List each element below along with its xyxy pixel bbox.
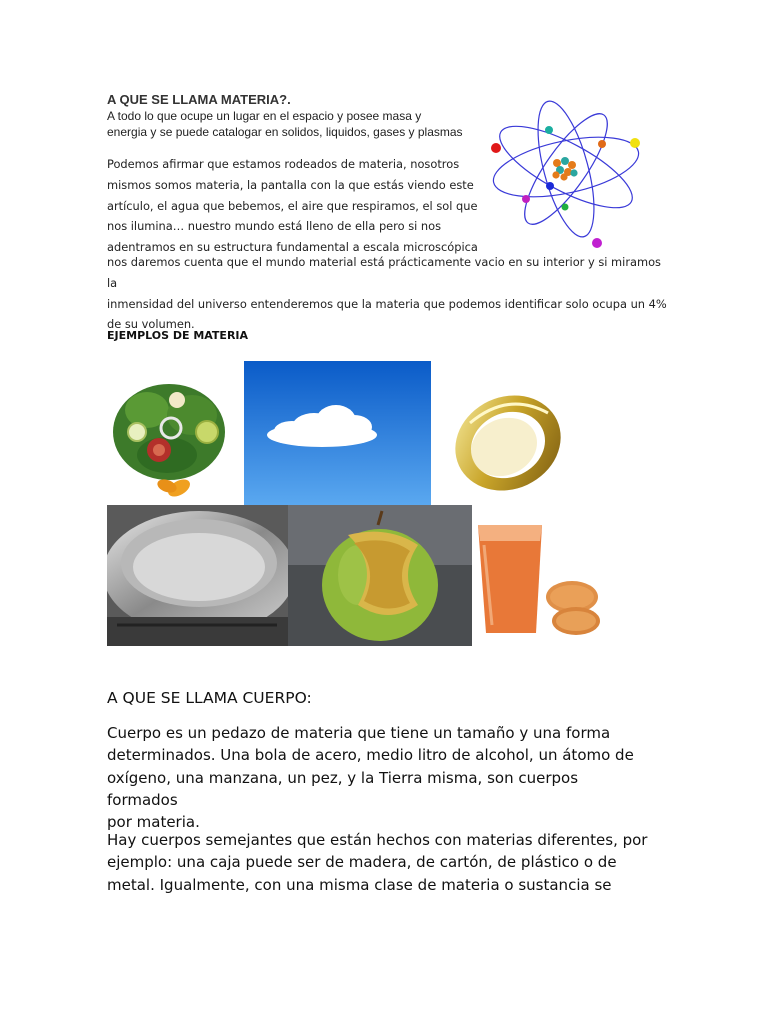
sky-cloud-photo bbox=[244, 361, 431, 505]
paragraph-line: Podemos afirmar que estamos rodeados de materia, nosotros bbox=[107, 157, 460, 171]
steel-pot-photo bbox=[107, 505, 288, 646]
intro-text bbox=[107, 108, 487, 140]
paragraph-line: metal. Igualmente, con una misma clase de materia o sustancia se bbox=[107, 875, 612, 894]
cloud-icon bbox=[244, 361, 431, 505]
paragraph-line: nos daremos cuenta que el mundo material está prácticamente vacio en su interior y si miramos la bbox=[107, 255, 661, 290]
pot-icon bbox=[107, 505, 288, 646]
juice-icon bbox=[472, 505, 602, 646]
paragraph-line: mismos somos materia, la pantalla con la que estás viendo este bbox=[107, 177, 474, 192]
salad-icon bbox=[107, 360, 243, 505]
atom-illustration bbox=[486, 95, 646, 255]
paragraph-line: Cuerpo es un pedazo de materia que tiene un tamaño y una forma bbox=[107, 724, 611, 742]
paragraph-line: ejemplo: una caja puede ser de madera, de cartón, de plástico o de bbox=[107, 853, 617, 872]
ring-icon bbox=[432, 361, 579, 505]
paragraph-line: determinados. Una bola de acero, medio litro de alcohol, un átomo de bbox=[107, 746, 634, 765]
paragraph-line: adentramos en su estructura fundamental a escala microscópica bbox=[107, 240, 478, 255]
paragraph-line: inmensidad del universo entenderemos que la materia que podemos identificar solo ocupa un 4% bbox=[107, 296, 667, 311]
paragraph-line: oxígeno, una manzana, un pez, y la Tierra misma, son cuerpos formados bbox=[107, 768, 579, 809]
juice-cookies-photo bbox=[472, 505, 602, 646]
intro-line: energia y se puede catalogar en solidos, liquidos, gases y plasmas bbox=[107, 125, 463, 139]
cuerpo-paragraph-2 bbox=[107, 829, 652, 896]
intro-line: A todo lo que ocupe un lugar en el espacio y posee masa y bbox=[107, 109, 422, 123]
cuerpo-paragraph-1 bbox=[107, 722, 652, 833]
paragraph-line: de su volumen. bbox=[107, 317, 195, 332]
paragraph-line: artículo, el agua que bebemos, el aire que respiramos, el sol que bbox=[107, 198, 478, 213]
paragraph-line: por materia. bbox=[107, 813, 200, 832]
section-heading-cuerpo: A QUE SE LLAMA CUERPO: bbox=[107, 689, 312, 707]
matter-paragraph-wide bbox=[107, 252, 667, 335]
salad-photo bbox=[107, 360, 243, 505]
matter-paragraph-narrow bbox=[107, 154, 479, 258]
apple-icon bbox=[288, 505, 472, 646]
examples-heading: EJEMPLOS DE MATERIA bbox=[107, 329, 249, 342]
paragraph-line: Hay cuerpos semejantes que están hechos con materias diferentes, por bbox=[107, 831, 648, 849]
gold-ring-photo bbox=[432, 361, 579, 505]
bitten-apple-photo bbox=[288, 505, 472, 646]
page-title: A QUE SE LLAMA MATERIA?. bbox=[107, 92, 291, 107]
paragraph-line: nos ilumina… nuestro mundo está lleno de ella pero si nos bbox=[107, 219, 442, 234]
atom-icon bbox=[486, 95, 646, 255]
